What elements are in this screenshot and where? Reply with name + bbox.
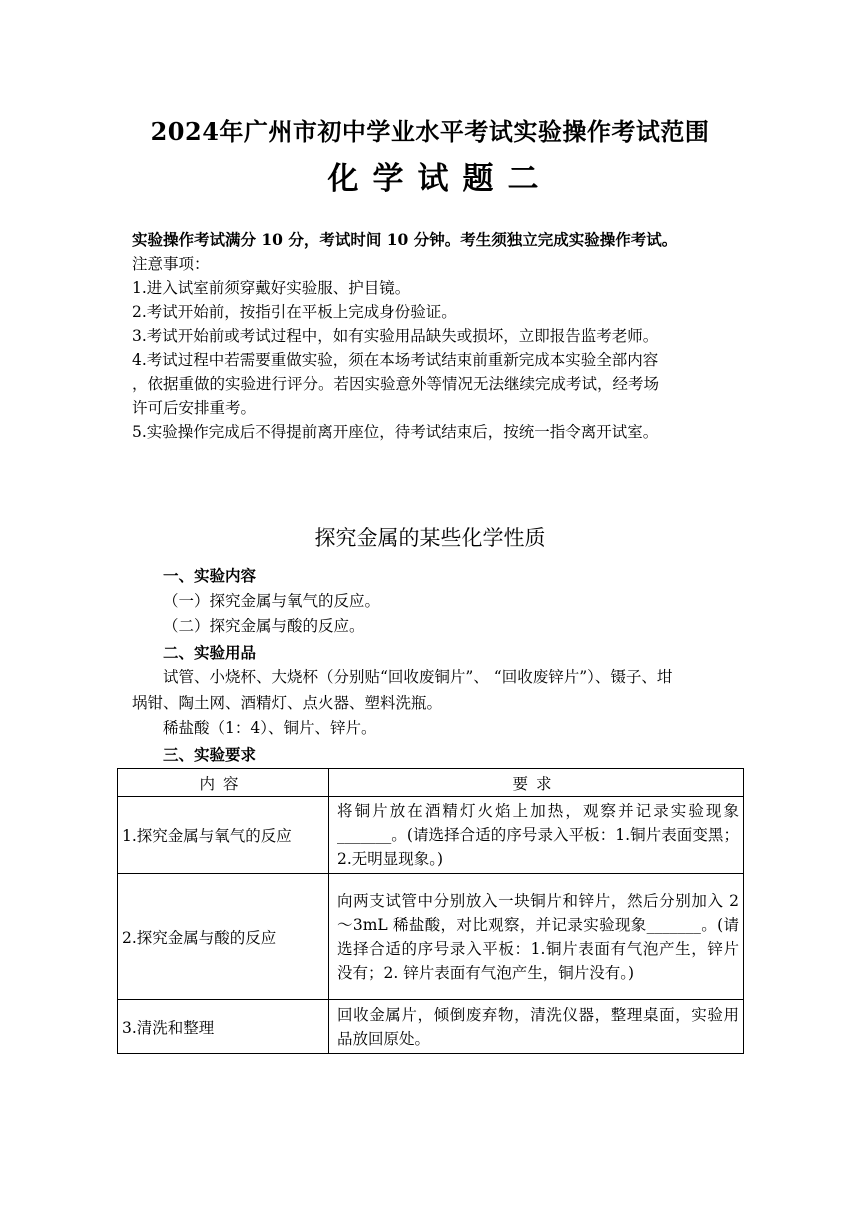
table-cell-content: 3.清洗和整理 — [118, 1000, 329, 1054]
table-header-requirement: 要求 — [329, 769, 744, 797]
notice-intro: 实验操作考试满分 10 分，考试时间 10 分钟。考生须独立完成实验操作考试。 — [132, 230, 678, 249]
table-row — [118, 874, 744, 1000]
table-cell-requirement: 回收金属片，倾倒废弃物，清洗仪器，整理桌面，实验用品放回原处。 — [329, 1000, 744, 1054]
materials-line: 埚钳、陶土网、酒精灯、点火器、塑料洗瓶。 — [132, 693, 443, 712]
notice-line: 许可后安排重考。 — [132, 399, 257, 417]
table-cell-content: 2.探究金属与酸的反应 — [118, 874, 329, 1000]
notice-line: 5.实验操作完成后不得提前离开座位，待考试结束后，按统一指令离开试室。 — [132, 423, 659, 441]
experiment-content — [132, 563, 744, 767]
section-heading: 三、实验要求 — [163, 744, 257, 764]
content-item: （二）探究金属与酸的反应。 — [163, 617, 365, 635]
notice-heading: 注意事项： — [132, 255, 210, 273]
requirements-table — [117, 768, 744, 1054]
table-header-row — [118, 769, 744, 797]
table-cell-content: 1.探究金属与氧气的反应 — [118, 797, 329, 874]
table-cell-requirement: 将铜片放在酒精灯火焰上加热，观察并记录实验现象_______。(请选择合适的序号录入平板：1.铜片表面变黑；2.无明显现象。) — [329, 797, 744, 874]
section-heading: 二、实验用品 — [163, 642, 257, 662]
notice-block — [132, 228, 742, 444]
table-header-content: 内容 — [118, 769, 329, 797]
materials-line: 试管、小烧杯、大烧杯（分别贴“回收废铜片”、 “回收废锌片”）、镊子、坩 — [163, 668, 673, 686]
notice-line: 4.考试过程中若需要重做实验，须在本场考试结束前重新完成本实验全部内容 — [132, 351, 659, 369]
table-row — [118, 797, 744, 874]
experiment-title: 探究金属的某些化学性质 — [314, 526, 546, 550]
notice-line: 1.进入试室前须穿戴好实验服、护目镜。 — [132, 279, 411, 297]
notice-line: ，依据重做的实验进行评分。若因实验意外等情况无法继续完成考试，经考场 — [132, 375, 660, 393]
content-item: （一）探究金属与氧气的反应。 — [163, 591, 381, 610]
table-cell-requirement: 向两支试管中分别放入一块铜片和锌片，然后分别加入 2～3mL 稀盐酸，对比观察，并记录实验现象_______。(请选择合适的序号录入平板：1.铜片表面有气泡产生，锌片没有；2. 锌片表面有气泡产生，铜片没有。) — [329, 874, 744, 1000]
notice-line: 2.考试开始前，按指引在平板上完成身份验证。 — [132, 303, 457, 321]
notice-line: 3.考试开始前或考试过程中，如有实验用品缺失或损坏，立即报告监考老师。 — [132, 327, 659, 345]
document-subtitle: 化学试题二 — [327, 161, 553, 197]
materials-line: 稀盐酸（1：4）、铜片、锌片。 — [163, 719, 377, 737]
section-heading: 一、实验内容 — [163, 566, 257, 585]
document-title: 2024年广州市初中学业水平考试实验操作考试范围 — [150, 117, 710, 146]
table-row — [118, 1000, 744, 1054]
